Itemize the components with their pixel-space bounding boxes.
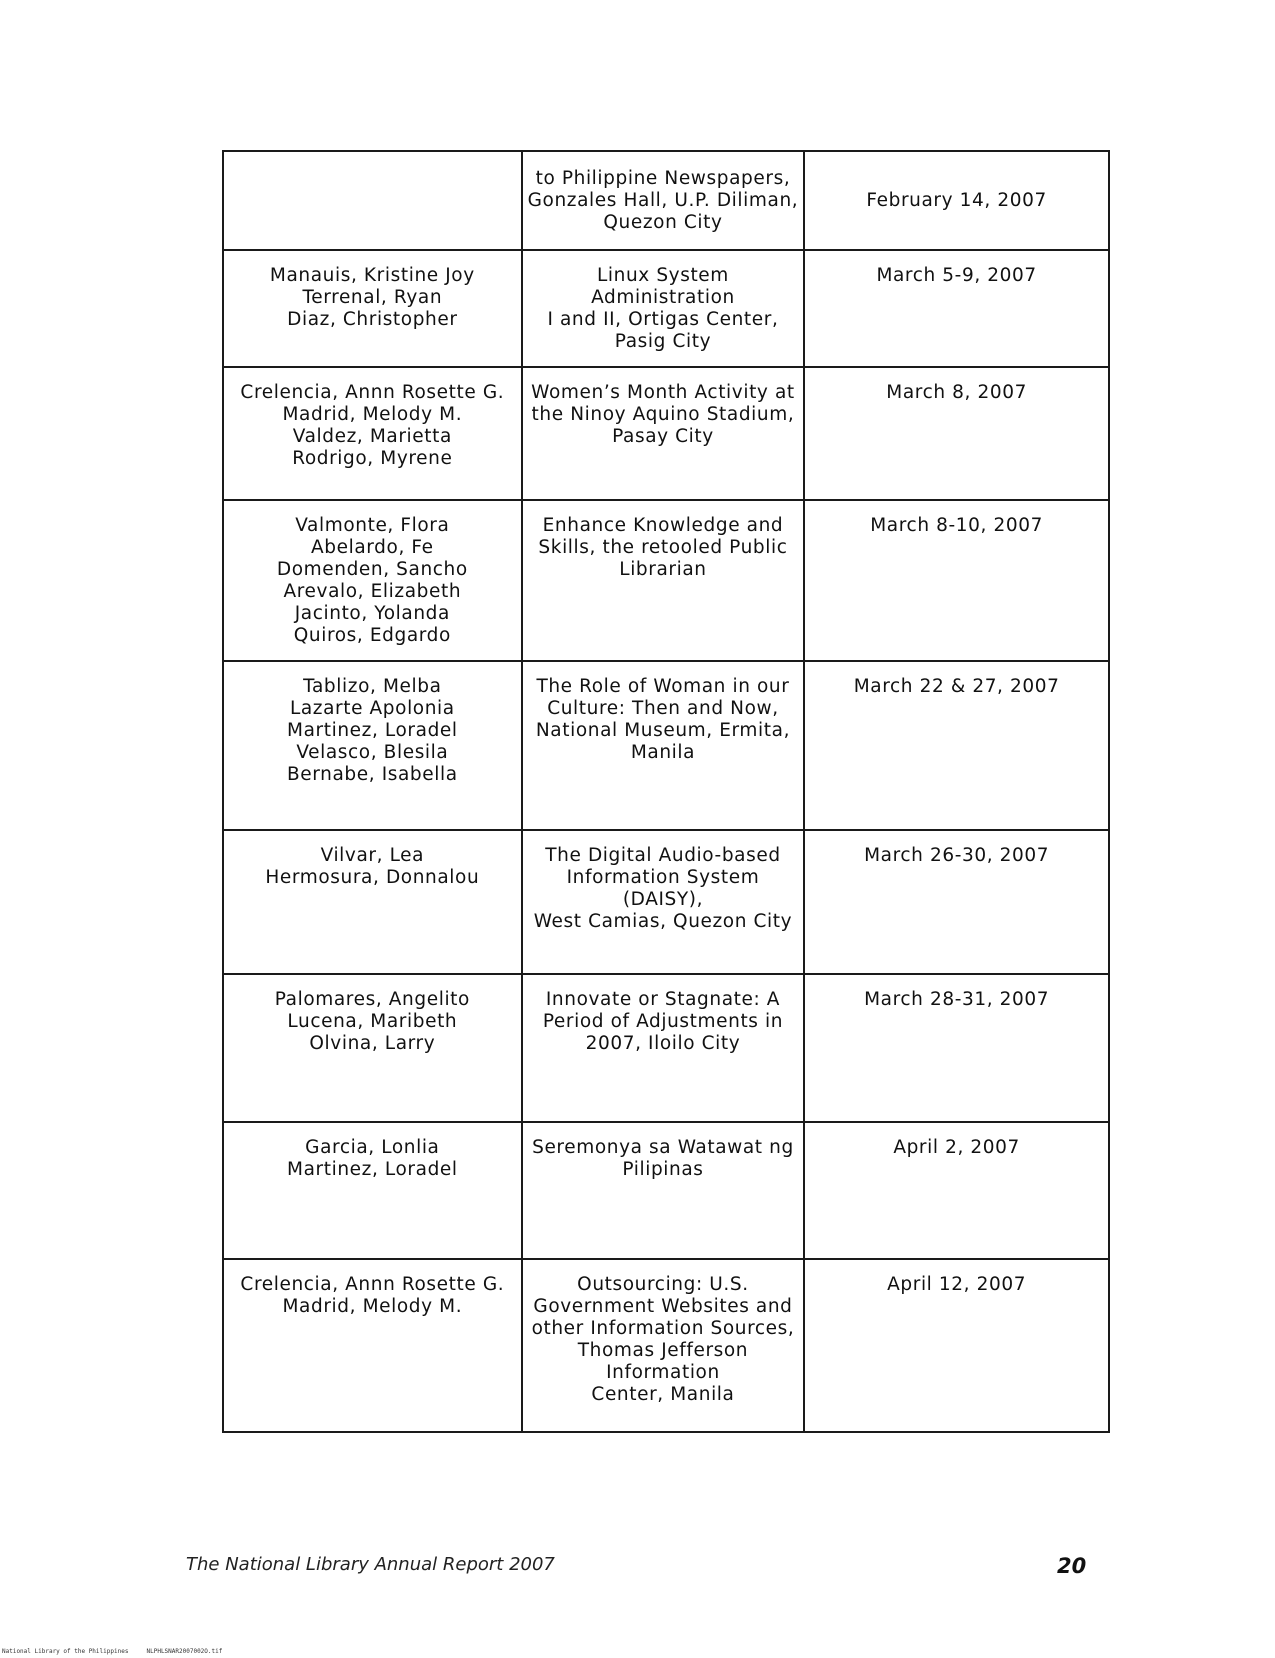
event-cell: The Digital Audio-based Information System (DAISY), West Camias, Quezon City	[522, 830, 805, 974]
table-row	[223, 1122, 1109, 1259]
date-cell: March 26-30, 2007	[804, 830, 1109, 974]
participants-cell: Manauis, Kristine Joy Terrenal, Ryan Diaz, Christopher	[223, 250, 522, 367]
table-row	[223, 151, 1109, 250]
table-row	[223, 367, 1109, 500]
participants-cell: Garcia, Lonlia Martinez, Loradel	[223, 1122, 522, 1259]
date-cell: February 14, 2007	[804, 151, 1109, 250]
participants-cell: Crelencia, Annn Rosette G. Madrid, Melody M. Valdez, Marietta Rodrigo, Myrene	[223, 367, 522, 500]
participants-cell: Valmonte, Flora Abelardo, Fe Domenden, Sancho Arevalo, Elizabeth Jacinto, Yolanda Quiros, Edgardo	[223, 500, 522, 661]
page-number: 20	[1057, 1554, 1087, 1578]
table-row	[223, 250, 1109, 367]
event-cell: Enhance Knowledge and Skills, the retooled Public Librarian	[522, 500, 805, 661]
training-attendance-table	[222, 150, 1110, 1433]
event-cell: Innovate or Stagnate: A Period of Adjustments in 2007, Iloilo City	[522, 974, 805, 1122]
date-cell: April 2, 2007	[804, 1122, 1109, 1259]
event-cell: Outsourcing: U.S. Government Websites and other Information Sources, Thomas Jefferson Information Center, Manila	[522, 1259, 805, 1432]
table-row	[223, 974, 1109, 1122]
event-cell: The Role of Woman in our Culture: Then and Now, National Museum, Ermita, Manila	[522, 661, 805, 830]
participants-cell: Crelencia, Annn Rosette G. Madrid, Melody M.	[223, 1259, 522, 1432]
table-row	[223, 1259, 1109, 1432]
date-cell: March 5-9, 2007	[804, 250, 1109, 367]
event-cell: Linux System Administration I and II, Ortigas Center, Pasig City	[522, 250, 805, 367]
date-cell: March 8, 2007	[804, 367, 1109, 500]
event-cell: Women’s Month Activity at the Ninoy Aquino Stadium, Pasay City	[522, 367, 805, 500]
date-cell: March 22 & 27, 2007	[804, 661, 1109, 830]
date-cell: March 28-31, 2007	[804, 974, 1109, 1122]
participants-cell: Palomares, Angelito Lucena, Maribeth Olvina, Larry	[223, 974, 522, 1122]
table-row	[223, 661, 1109, 830]
date-cell: March 8-10, 2007	[804, 500, 1109, 661]
date-cell: April 12, 2007	[804, 1259, 1109, 1432]
participants-cell: Vilvar, Lea Hermosura, Donnalou	[223, 830, 522, 974]
event-cell: to Philippine Newspapers, Gonzales Hall, U.P. Diliman, Quezon City	[522, 151, 805, 250]
table-row	[223, 830, 1109, 974]
participants-cell	[223, 151, 522, 250]
table-row	[223, 500, 1109, 661]
scan-source-label: National Library of the Philippines NLPHLSNAR2007002O.tif	[2, 1648, 223, 1655]
event-cell: Seremonya sa Watawat ng Pilipinas	[522, 1122, 805, 1259]
report-title-footer: The National Library Annual Report 2007	[186, 1554, 555, 1575]
participants-cell: Tablizo, Melba Lazarte Apolonia Martinez, Loradel Velasco, Blesila Bernabe, Isabella	[223, 661, 522, 830]
